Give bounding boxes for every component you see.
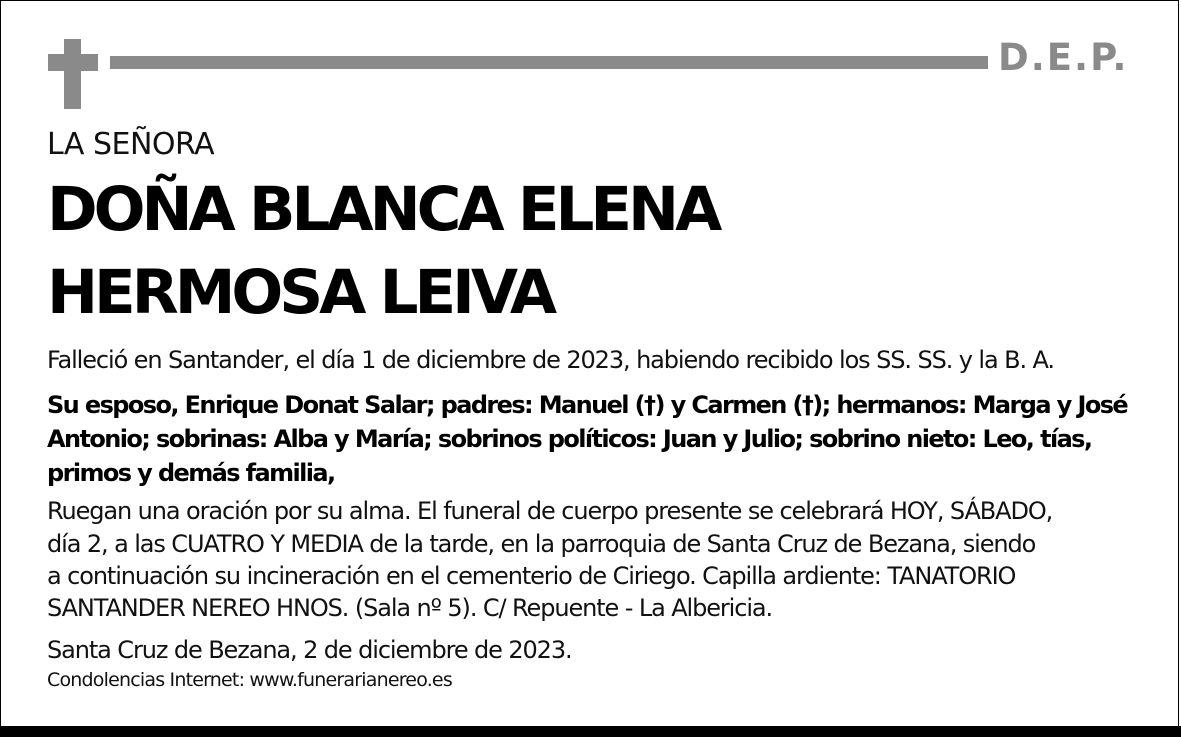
family-line: primos y demás familia, — [47, 459, 335, 487]
cross-icon — [64, 39, 81, 109]
cross-icon-bar — [48, 54, 98, 71]
bottom-rule — [0, 726, 1181, 737]
funeral-line: SANTANDER NEREO HNOS. (Sala nº 5). C/ Repuente - La Albericia. — [47, 594, 773, 622]
family-line: Antonio; sobrinas: Alba y María; sobrinos políticos: Juan y Julio; sobrino nieto: Leo, tías, — [47, 425, 1092, 453]
place-date: Santa Cruz de Bezana, 2 de diciembre de 2023. — [47, 636, 572, 664]
death-line: Falleció en Santander, el día 1 de diciembre de 2023, habiendo recibido los SS. SS. y la B. A. — [47, 346, 1054, 374]
deceased-name-line1: DOÑA BLANCA ELENA — [47, 174, 719, 245]
deceased-name-line2: HERMOSA LEIVA — [47, 257, 554, 328]
header-rule — [110, 56, 988, 69]
family-line: Su esposo, Enrique Donat Salar; padres: Manuel (†) y Carmen (†); hermanos: Marga y José — [47, 391, 1128, 419]
condolences-link[interactable]: Condolencias Internet: www.funerarianereo.es — [47, 669, 452, 691]
dep-label: D.E.P. — [998, 36, 1129, 79]
funeral-line: a continuación su incineración en el cementerio de Ciriego. Capilla ardiente: TANATORIO — [47, 562, 1016, 590]
funeral-line: día 2, a las CUATRO Y MEDIA de la tarde, en la parroquia de Santa Cruz de Bezana, siendo — [47, 530, 1036, 558]
funeral-line: Ruegan una oración por su alma. El funeral de cuerpo presente se celebrará HOY, SÁBADO, — [47, 497, 1053, 525]
title: LA SEÑORA — [47, 127, 215, 162]
